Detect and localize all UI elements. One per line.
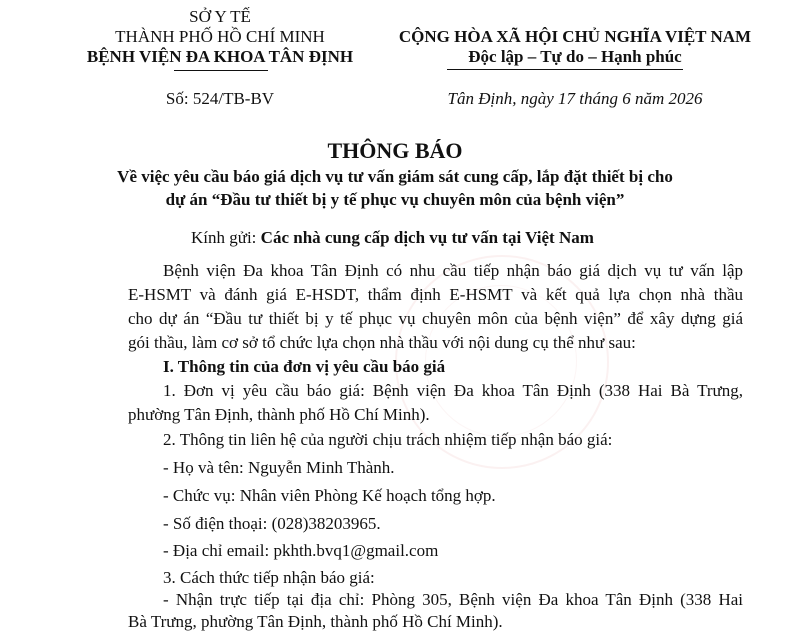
greeting-prefix: Kính gửi: [191,228,261,247]
notice-subtitle-line-1: Về việc yêu cầu báo giá dịch vụ tư vấn giám sát cung cấp, lắp đặt thiết bị cho [117,167,673,186]
document-date: Tân Định, ngày 17 tháng 6 năm 2026 [447,89,703,108]
contact-email: - Địa chỉ email: pkhth.bvq1@gmail.com [163,541,439,560]
intro-line-4: gói thầu, làm cơ sở tổ chức lựa chọn nhà thầu với nội dung cụ thể như sau: [128,333,636,352]
document-number: Số: 524/TB-BV [165,89,275,108]
item-1-line-2: phường Tân Định, thành phố Hồ Chí Minh). [128,405,430,424]
contact-name: - Họ và tên: Nguyễn Minh Thành. [163,458,395,477]
item-1-line-1: 1. Đơn vị yêu cầu báo giá: Bệnh viện Đa khoa Tân Định (338 Hai Bà Trưng, [163,381,743,400]
agency-line-1: SỞ Y TẾ [189,7,251,26]
agency-line-2: THÀNH PHỐ HỒ CHÍ MINH [115,27,325,46]
national-title: CỘNG HÒA XÃ HỘI CHỦ NGHĨA VIỆT NAM [398,27,752,46]
item-3: 3. Cách thức tiếp nhận báo giá: [163,568,375,587]
hospital-underline [174,70,268,71]
greeting [191,226,594,250]
motto-underline [447,69,683,70]
hospital-name: BỆNH VIỆN ĐA KHOA TÂN ĐỊNH [86,47,354,66]
greeting-recipient: Các nhà cung cấp dịch vụ tư vấn tại Việt Nam [260,228,594,247]
intro-line-3: cho dự án “Đầu tư thiết bị y tế phục vụ chuyên môn của bệnh viện” để xây dựng giá [128,309,743,328]
national-motto: Độc lập – Tự do – Hạnh phúc [468,47,682,66]
intro-line-1: Bệnh viện Đa khoa Tân Định có nhu cầu tiếp nhận báo giá dịch vụ tư vấn lập [163,261,743,280]
contact-phone: - Số điện thoại: (028)38203965. [163,514,381,533]
notice-subtitle-line-2: dự án “Đầu tư thiết bị y tế phục vụ chuyên môn của bệnh viện” [165,190,625,209]
contact-position: - Chức vụ: Nhân viên Phòng Kế hoạch tổng hợp. [163,486,496,505]
receive-line-1: - Nhận trực tiếp tại địa chỉ: Phòng 305, Bệnh viện Đa khoa Tân Định (338 Hai [163,590,743,609]
notice-title: THÔNG BÁO [327,138,463,163]
intro-line-2: E-HSMT và đánh giá E-HSDT, thẩm định E-HSMT và kết quả lựa chọn nhà thầu [128,285,743,304]
item-2: 2. Thông tin liên hệ của người chịu trách nhiệm tiếp nhận báo giá: [163,430,613,449]
receive-line-2: Bà Trưng, phường Tân Định, thành phố Hồ Chí Minh). [128,612,503,631]
section-1-heading: I. Thông tin của đơn vị yêu cầu báo giá [163,357,446,376]
